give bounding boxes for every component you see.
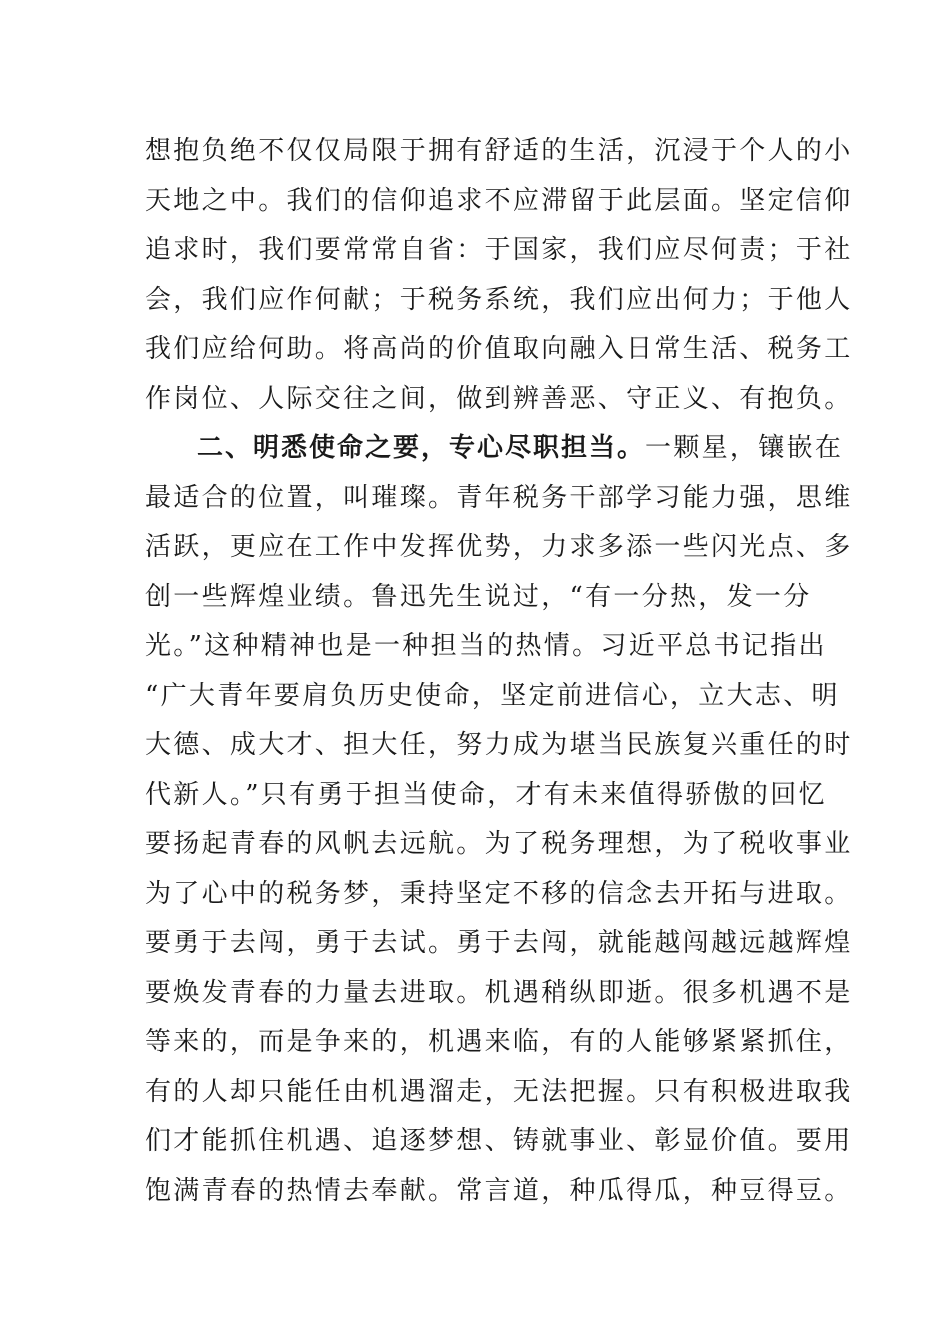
text-line: 要扬起青春的风帆去远航。为了税务理想，为了税收事业 xyxy=(145,829,853,859)
text-line: 会，我们应作何献；于税务系统，我们应出何力；于他人 xyxy=(145,284,853,315)
text-line: 最适合的位置，叫璀璨。青年税务干部学习能力强，思维 xyxy=(145,482,853,513)
section-heading: 二、明悉使命之要，专心尽职担当。 xyxy=(197,433,646,463)
section-first-line xyxy=(145,424,844,474)
text-line: 追求时，我们要常常自省：于国家，我们应尽何责；于社 xyxy=(145,235,853,265)
text-line: 有的人却只能任由机遇溜走，无法把握。只有积极进取我 xyxy=(145,1076,853,1107)
text-line: 大德、成大才、担大任，努力成为堪当民族复兴重任的时 xyxy=(145,730,853,760)
text-line: 想抱负绝不仅仅局限于拥有舒适的生活，沉浸于个人的小 xyxy=(145,136,853,166)
text-line: 我们应给何助。将高尚的价值取向融入日常生活、税务工 xyxy=(145,334,853,364)
body-text xyxy=(145,127,853,1216)
text-line: 代新人。”只有勇于担当使命，才有未来值得骄傲的回忆 xyxy=(145,779,827,810)
section-first-line-rest: 一颗星，镶嵌在 xyxy=(645,433,844,463)
text-line: 天地之中。我们的信仰追求不应滞留于此层面。坚定信仰 xyxy=(145,185,853,216)
text-line: 要勇于去闯，勇于去试。勇于去闯，就能越闯越远越辉煌 xyxy=(145,928,853,958)
text-line: 要焕发青春的力量去进取。机遇稍纵即逝。很多机遇不是 xyxy=(145,977,853,1008)
text-line: 们才能抓住机遇、追逐梦想、铸就事业、彰显价值。要用 xyxy=(145,1126,853,1156)
text-line: 光。”这种精神也是一种担当的热情。习近平总书记指出 xyxy=(145,631,827,661)
text-line: 创一些辉煌业绩。鲁迅先生说过，“有一分热，发一分 xyxy=(145,581,812,612)
text-line: 饱满青春的热情去奉献。常言道，种瓜得瓜，种豆得豆。 xyxy=(145,1175,853,1206)
text-line: 为了心中的税务梦，秉持坚定不移的信念去开拓与进取。 xyxy=(145,878,853,909)
text-line: 等来的，而是争来的，机遇来临，有的人能够紧紧抓住， xyxy=(145,1027,853,1057)
text-line: 活跃，更应在工作中发挥优势，力求多添一些闪光点、多 xyxy=(145,532,853,562)
text-line: 作岗位、人际交往之间，做到辨善恶、守正义、有抱负。 xyxy=(145,383,853,414)
text-line: “广大青年要肩负历史使命，坚定前进信心，立大志、明 xyxy=(145,680,840,711)
